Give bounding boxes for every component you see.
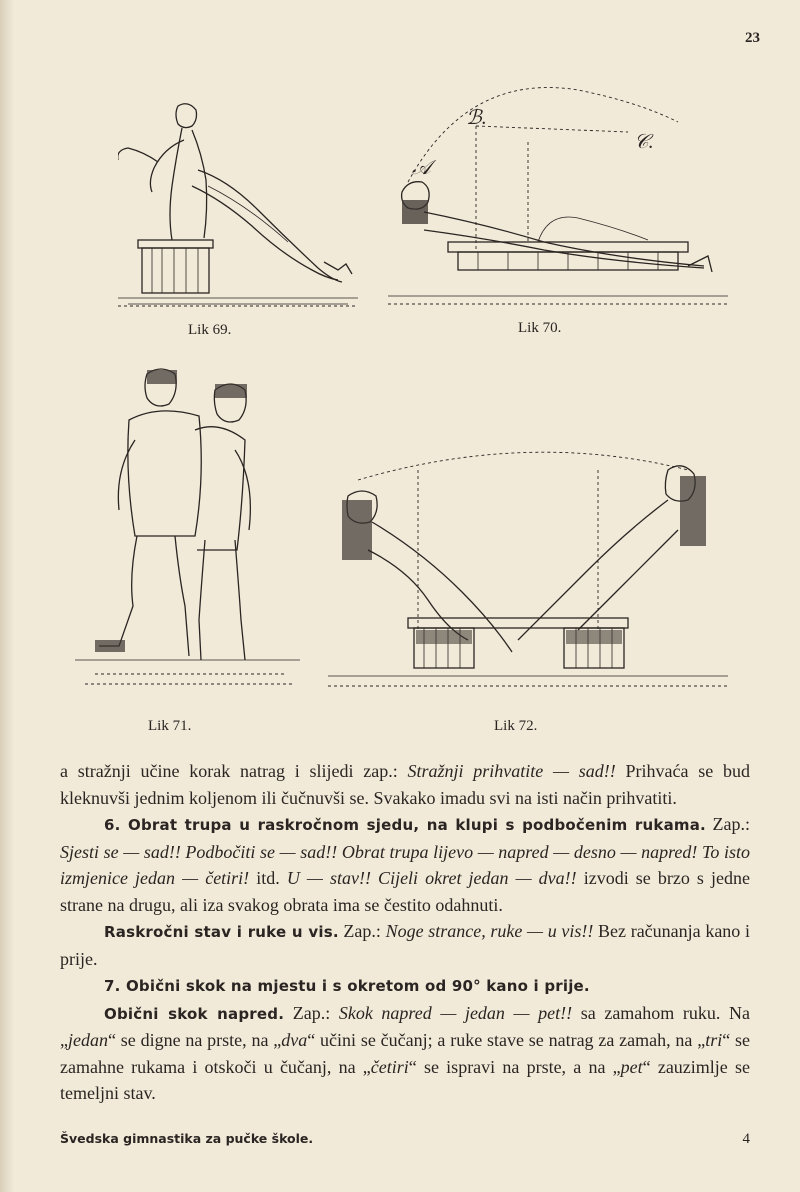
italic-command-run: pet [620, 1056, 643, 1077]
bold-heading-run: Obični skok napred. [104, 1004, 285, 1023]
figure-lik-71 [75, 360, 300, 705]
caption-lik-71: Lik 71. [148, 718, 192, 734]
label-point-b: ℬ. [466, 107, 487, 129]
caption-lik-72: Lik 72. [494, 718, 538, 734]
italic-command-run: četiri [370, 1056, 409, 1077]
body-text [60, 758, 750, 1107]
italic-command-run: Stražnji prihvatite — sad!! [407, 761, 616, 781]
italic-command-run: Skok napred — jedan — pet!! [338, 1002, 573, 1023]
paragraph-3-raskrocni-stav [60, 918, 750, 972]
page-footer [60, 1131, 750, 1148]
text-run: “ se digne na prste, na „ [108, 1030, 282, 1050]
figure-lik-70 [388, 82, 728, 312]
printer-signature: Švedska gimnastika za pučke škole. [60, 1131, 314, 1146]
illustration-lik-69 [118, 100, 358, 315]
italic-command-run: U — stav!! Cijeli okret jedan — dva!! [286, 868, 577, 888]
paragraph-4-exercise-7 [60, 972, 750, 1000]
text-run: a stražnji učine korak natrag i slijedi zap.: [60, 761, 408, 781]
paragraph-1 [60, 758, 750, 811]
figure-lik-72 [328, 440, 728, 710]
page-edge-shadow [0, 0, 14, 1192]
caption-lik-70: Lik 70. [518, 320, 562, 336]
text-run: Zap.: [705, 814, 750, 834]
illustration-lik-70 [388, 82, 728, 312]
text-run: sa zamahom ruku. Na „ [60, 1002, 750, 1050]
italic-command-run: tri [705, 1030, 723, 1050]
italic-command-run: Sjesti se — sad!! Podbočiti se — sad!! Obrat trupa lijevo — napred — desno — napred! To isto izmjenice jedan — četiri! [60, 841, 750, 888]
text-run: “ se ispravi na prste, a na „ [408, 1056, 621, 1077]
illustration-lik-71 [75, 360, 300, 705]
italic-command-run: Noge strance, ruke — u vis!! [385, 921, 594, 941]
illustration-lik-72 [328, 440, 728, 710]
sheet-number: 4 [742, 1131, 750, 1147]
text-run: Bez računanja kano i prije. [60, 921, 750, 969]
text-run: Zap.: [284, 1002, 339, 1023]
figure-lik-69 [118, 100, 358, 315]
paragraph-2-exercise-6 [60, 811, 750, 918]
page-number: 23 [745, 30, 760, 46]
bold-heading-run: 7. Obični skok na mjestu i s okretom od 90° kano i prije. [104, 977, 590, 995]
bold-heading-run: Raskročni stav i ruke u vis. [104, 923, 339, 941]
text-run: “ se zamahne rukama i otskoči u čučanj, na „ [60, 1030, 751, 1077]
text-run: Prihvaća se bud kleknuvši jednim koljenom ili čučnuvši se. Svakako imadu svi na isti način prihvatiti. [60, 761, 750, 808]
text-run: “ učini se čučanj; a ruke stave se natrag za zamah, na „ [307, 1030, 706, 1050]
label-point-c: 𝒞. [634, 131, 654, 153]
bold-heading-run: 6. Obrat trupa u raskročnom sjedu, na klupi s podbočenim rukama. [104, 816, 706, 834]
text-run: “ zauzimlje se temeljni stav. [60, 1056, 750, 1103]
italic-command-run: dva [281, 1030, 308, 1050]
paragraph-5-skok-napred [60, 1000, 750, 1107]
text-run: itd. [249, 868, 287, 888]
caption-lik-69: Lik 69. [188, 322, 232, 338]
italic-command-run: jedan [68, 1030, 108, 1050]
text-run: Zap.: [338, 921, 386, 941]
label-point-a: 𝒜 [412, 157, 431, 179]
text-run: izvodi se brzo s jedne strane na drugu, ali iza svakog obrata ima se čestito odahnuti. [60, 868, 750, 915]
